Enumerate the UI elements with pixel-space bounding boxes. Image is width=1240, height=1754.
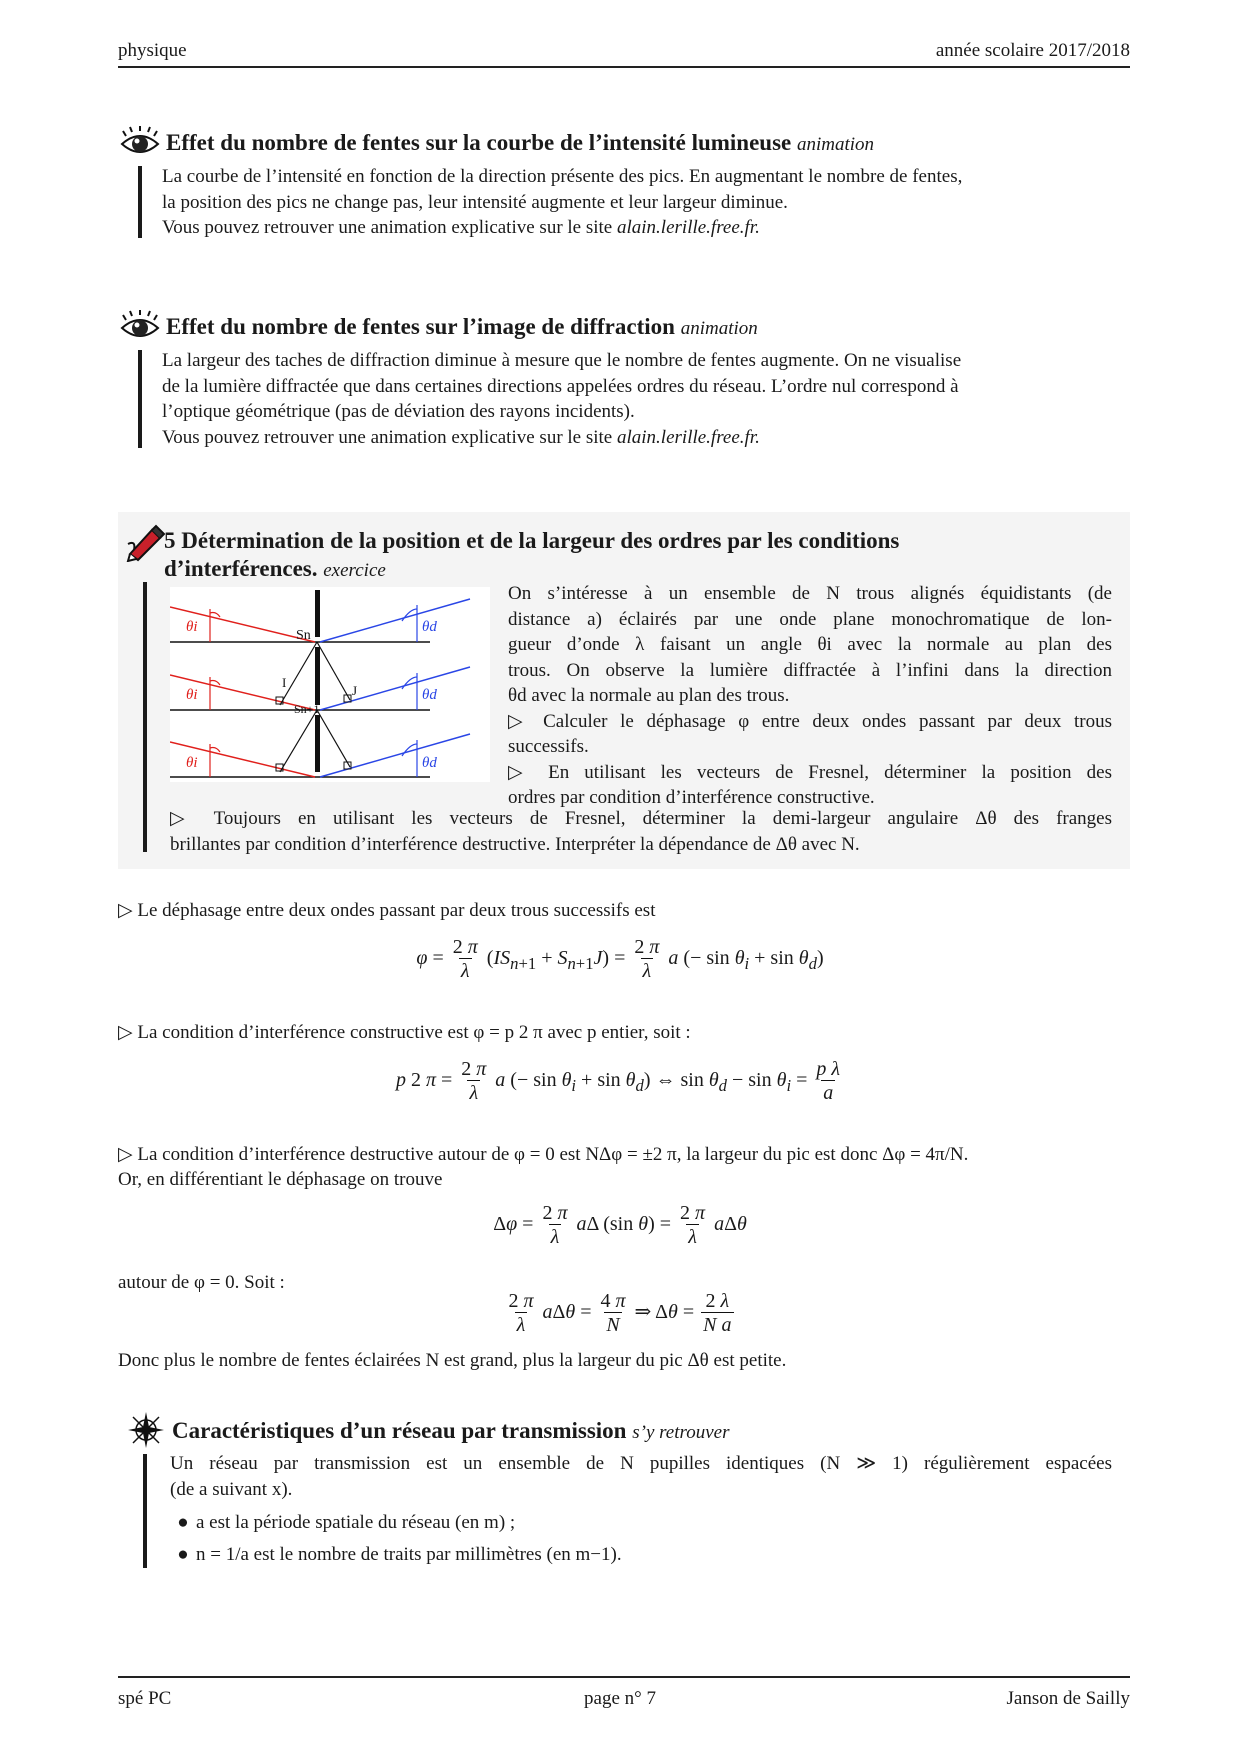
footer-left: spé PC [118,1688,172,1709]
section1-body [162,164,962,241]
section2-bar [138,350,142,448]
exercise-line: ▷ Toujours en utilisant les vecteurs de Fresnel, déterminer la demi-largeur angulaire Δθ des franges [170,808,1112,829]
equation-3: Δφ = $\frac{2 \pi}{\lambda}$ aΔ (sin θ) = $\frac{2 \pi}{\lambda}$ aΔθ [493,1202,747,1248]
exercise-statement [508,581,1112,811]
screen-segment [315,715,320,772]
equation-4: $\frac{2 \pi}{\lambda}$ aΔθ = $\frac{4 \pi}{N}$ ⇒ Δθ = $\frac{2 \lambda}{\text{N a}}$ [508,1290,732,1336]
section2-line: La largeur des taches de diffraction diminue à mesure que le nombre de fentes augmente. On ne visualise [162,350,962,371]
section2-title [166,314,758,340]
point-i-label: I [282,675,287,690]
exercise-line: brillantes par condition d’interférence destructive. Interpréter la dépendance de Δθ avec N. [170,833,860,855]
eye-icon [120,310,160,352]
section1-site: alain.lerille.free.fr. [617,217,760,238]
section1-line-site [162,215,962,241]
screen-segment [315,647,320,705]
header-rule [118,66,1130,68]
exercise-line: θd avec la normale au plan des trous. [508,685,790,706]
section1-tag: animation [797,134,875,155]
exercise-line: distance a) éclairés par une onde plane monochromatique de lon- [508,608,1112,630]
diffraction-diagram [170,587,490,782]
section2-line: l’optique géométrique (pas de déviation des rayons incidents). [162,401,635,422]
equation-2: p 2 π = $\frac{2 \pi}{\lambda}$ a (− $\sin \theta_i + \sin \theta_d$) ⇔ $\sin \theta_d - \sin \theta_i$ = $\frac{\text{p λ}}{a}$ [395,1058,841,1104]
diffracted-ray [320,667,470,710]
exercise-line: trous. On observe la lumière diffractée à l’infini dans la direction [508,659,1112,681]
theta-d-label: θd [422,619,437,635]
section2-line4: Vous pouvez retrouver une animation explicative sur le site [162,426,613,448]
section4-title-text: Caractéristiques d’un réseau par transmission [172,1418,627,1443]
diffracted-ray [320,734,470,777]
exercise-line: On s’intéresse à un ensemble de N trous alignés équidistants (de [508,583,1112,604]
section2-line-site [162,425,961,451]
exercise-line: gueur d’onde λ faisant un angle θi avec la normale au plan des [508,634,1112,655]
solution-p5: autour de φ = 0. Soit : [118,1272,285,1293]
eye-icon [120,126,160,168]
screen-segment [315,590,320,637]
bullet-dot-icon: ● [177,1543,189,1565]
exercise-bar [143,582,147,852]
footer-rule [118,1676,1130,1678]
section4-bullet [170,1510,1112,1536]
diffraction-figure [170,587,490,782]
section4-bar [143,1454,147,1568]
section4-bullet [170,1542,1112,1568]
section2-title-text: Effet du nombre de fentes sur l’image de diffraction [166,314,675,339]
theta-d-label: θd [422,687,437,703]
compass-rose-icon [128,1412,164,1454]
exercise-title [164,527,1124,585]
header-left: physique [118,40,187,61]
section4-title [172,1418,729,1444]
theta-i-label: θi [186,755,198,771]
section1-bar [138,166,142,238]
section2-site: alain.lerille.free.fr. [617,426,760,448]
section1-line: La courbe de l’intensité en fonction de la direction présente des pics. En augmentant le nombre de fentes, [162,166,963,187]
solution-p6: Donc plus le nombre de fentes éclairées N est grand, plus la largeur du pic Δθ est petite. [118,1350,787,1371]
exercise-title-line1: 5 Détermination de la position et de la largeur des ordres par les conditions [164,528,900,553]
bullet-dot-icon: ● [177,1512,189,1533]
footer-center: page n° 7 [584,1688,656,1709]
equation-1-render: φ = $\frac{2 \pi}{\lambda}$ $(IS_{n+1} + S_{n+1}J)$ = $\frac{2 \pi}{\lambda}$ a (− $\sin \theta_i + \sin \theta_d$) [416,936,824,982]
diffracted-ray [320,599,470,642]
source-sn1-label: Sn+1 [294,702,320,716]
exercise-line: ▷ En utilisant les vecteurs de Fresnel, déterminer la position des [508,761,1112,783]
exercise-tag: exercice [323,560,386,581]
section1-line3: Vous pouvez retrouver une animation explicative sur le site [162,217,613,238]
section4-bullet2: n = 1/a est le nombre de traits par millimètres (en m−1). [196,1543,622,1565]
section2-line: de la lumière diffractée que dans certaines directions appelées ordres du réseau. L’ordre nul correspond à [162,375,959,397]
footer-right: Janson de Sailly [1006,1688,1130,1709]
section1-title [166,130,874,156]
section2-body [162,348,961,450]
section4-line: Un réseau par transmission est un ensemble de N pupilles identiques (N ≫ 1) régulièrement espacées [170,1453,1112,1474]
section4-body [170,1451,1112,1567]
source-sn-label: Sn [296,628,311,643]
point-j-label: J [352,683,358,698]
solution-p2: ▷ La condition d’interférence constructive est φ = p 2 π avec p entier, soit : [118,1022,691,1043]
solution-p1: ▷ Le déphasage entre deux ondes passant par deux trous successifs est [118,900,656,921]
exercise-question-3 [170,806,1112,857]
section4-line: (de a suivant x). [170,1478,293,1500]
section1-line: la position des pics ne change pas, leur intensité augmente et leur largeur diminue. [162,191,788,213]
pencil-icon [126,524,166,568]
header-right: année scolaire 2017/2018 [935,40,1130,61]
section2-tag: animation [680,318,758,339]
equation-1 [0,936,1240,983]
exercise-line: ordres par condition d’interférence constructive. [508,787,875,808]
exercise-line: ▷ Calculer le déphasage φ entre deux ondes passant par deux trous [508,710,1112,732]
exercise-line: successifs. [508,736,589,757]
section4-tag: s’y retrouver [632,1422,730,1443]
solution-p3: ▷ La condition d’interférence destructive autour de φ = 0 est NΔφ = ±2 π, la largeur du pic est donc Δφ = 4π/N. [118,1144,969,1165]
solution-p4: Or, en différentiant le déphasage on trouve [118,1169,443,1190]
exercise-title2: d’interférences. [164,556,318,581]
theta-i-label: θi [186,687,198,703]
section4-bullet1: a est la période spatiale du réseau (en m) ; [196,1512,516,1533]
section1-title-text: Effet du nombre de fentes sur la courbe de l’intensité lumineuse [166,130,792,155]
theta-d-label: θd [422,755,437,771]
theta-i-label: θi [186,619,198,635]
